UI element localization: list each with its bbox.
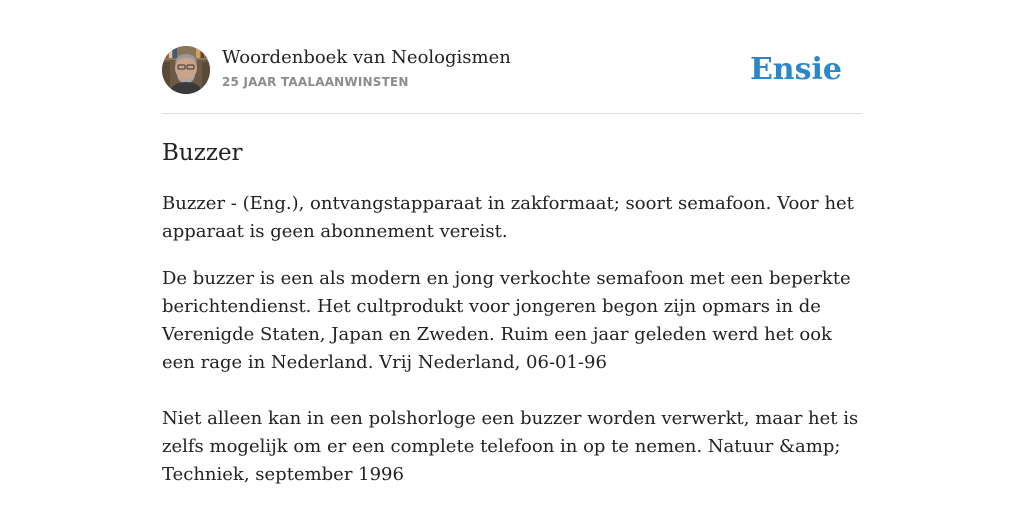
header-divider <box>162 113 862 114</box>
entry-content <box>162 136 862 489</box>
brand-logo[interactable]: Ensie <box>749 52 842 87</box>
site-header <box>162 46 862 96</box>
avatar <box>162 46 210 94</box>
entry-definition: Buzzer - (Eng.), ontvangstapparaat in zakformaat; soort semafoon. Voor het apparaat is geen abonnement vereist. <box>162 193 854 242</box>
avatar-image <box>162 46 210 94</box>
entry-quote: De buzzer is een als modern en jong verkochte semafoon met een beperkte berichtendienst. Het cultprodukt voor jongeren begon zijn opmars in de Verenigde Staten, Japan en Zweden. Ruim een jaar geleden werd het ook een rage in Nederland. Vrij Nederland, 06-01-96 <box>162 268 851 373</box>
site-subtitle: 25 JAAR TAALAANWINSTEN <box>222 75 409 89</box>
entry-title: Buzzer <box>162 140 243 166</box>
entry-quote: Niet alleen kan in een polshorloge een buzzer worden verwerkt, maar het is zelfs mogelijk om er een complete telefoon in op te nemen. Natuur &amp; Techniek, september 1996 <box>162 408 859 485</box>
site-title[interactable]: Woordenboek van Neologismen <box>222 47 511 68</box>
